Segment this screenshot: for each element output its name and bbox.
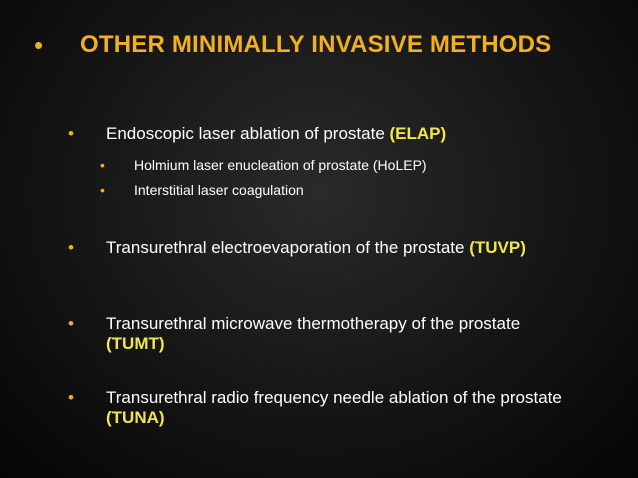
bullet-text: Interstitial laser coagulation: [134, 182, 304, 198]
bullet-highlight: (TUVP): [469, 238, 526, 257]
title-bullet: •: [34, 30, 44, 60]
bullet-text: Holmium laser enucleation of prostate (HoLEP): [134, 157, 427, 173]
bullet-text: Transurethral microwave thermotherapy of the prostate: [106, 314, 521, 333]
bullet-dot: •: [68, 124, 74, 143]
bullet-highlight: (TUMT): [106, 334, 165, 353]
bullet-highlight: (TUNA): [106, 408, 165, 427]
bullet-dot: •: [100, 157, 105, 173]
bullet-dot: •: [68, 388, 74, 407]
bullet-highlight: (ELAP): [389, 124, 447, 143]
bullet-dot: •: [68, 238, 74, 257]
bullet-text: Endoscopic laser ablation of prostate: [106, 124, 390, 143]
bullet-dot: •: [68, 314, 74, 333]
bullet-dot: •: [100, 182, 105, 198]
bullet-text: Transurethral radio frequency needle ablation of the prostate: [106, 388, 562, 407]
bullet-text: Transurethral electroevaporation of the prostate: [106, 238, 470, 257]
slide-title: OTHER MINIMALLY INVASIVE METHODS: [80, 31, 552, 58]
